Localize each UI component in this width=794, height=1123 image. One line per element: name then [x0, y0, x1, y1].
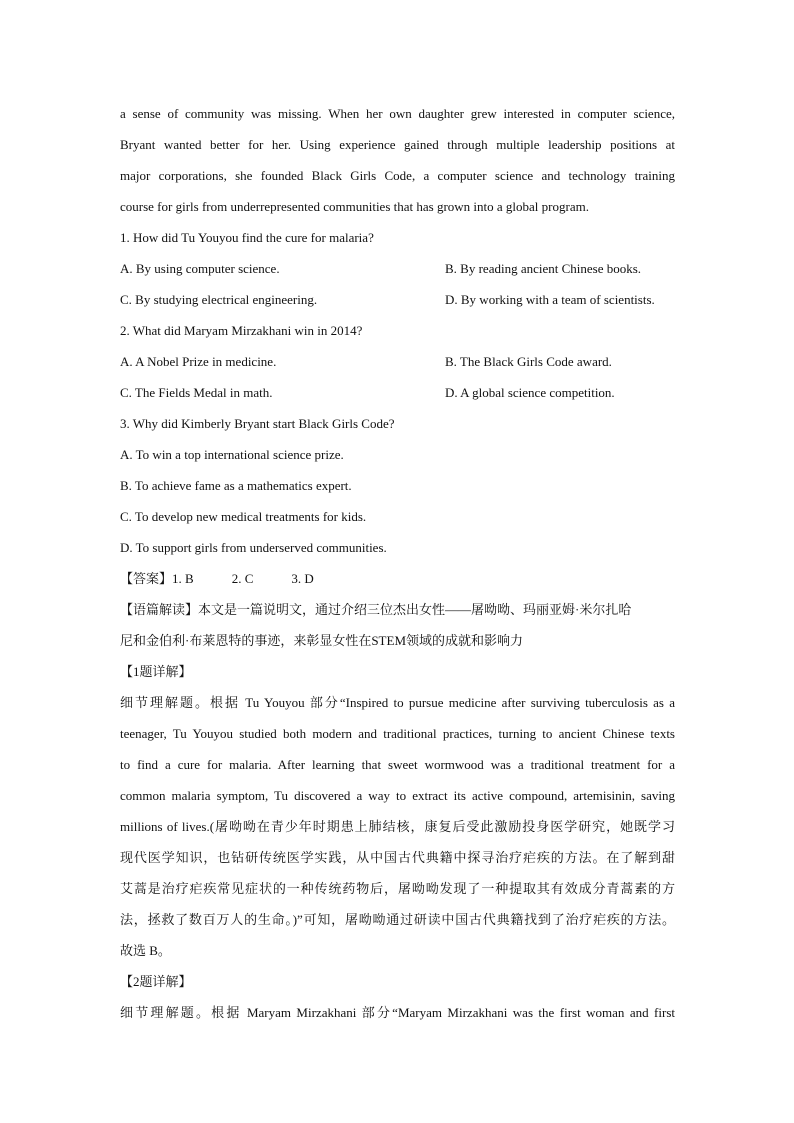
option-row — [120, 287, 675, 318]
option-row — [120, 380, 675, 411]
question-stem: 1. How did Tu Youyou find the cure for malaria? — [120, 230, 374, 245]
detail-line: 法，拯救了数百万人的生命。)”可知，屠呦呦通过研读中国古代典籍找到了治疗疟疾的方法。 — [120, 912, 675, 927]
detail-line: common malaria symptom, Tu discovered a way to extract its active compound, artemisinin, saving — [120, 788, 675, 803]
detail-1 — [120, 659, 675, 969]
option-row — [120, 256, 675, 287]
option-c: C. The Fields Medal in math. — [120, 385, 273, 400]
option-d: D. To support girls from underserved communities. — [120, 540, 387, 555]
answer-line — [120, 566, 675, 597]
question-2 — [120, 318, 675, 411]
detail-line: 细节理解题。根据 Tu Youyou 部分“Inspired to pursue medicine after surviving tuberculosis as a — [120, 695, 675, 710]
passage-line: Bryant wanted better for her. Using experience gained through multiple leadership positions at — [120, 137, 675, 152]
interpretation-line: 尼和金伯利·布莱恩特的事迹，来彰显女性在STEM领域的成就和影响力 — [120, 633, 524, 648]
interpretation-label: 【语篇解读】 — [120, 602, 199, 617]
option-a: A. To win a top international science prize. — [120, 447, 344, 462]
answer-item: 3. D — [291, 571, 314, 586]
passage-tail — [120, 101, 675, 225]
detail-line: 现代医学知识，也钻研传统医学实践，从中国古代典籍中探寻治疗疟疾的方法。在了解到甜 — [120, 850, 675, 865]
option-a: A. By using computer science. — [120, 261, 280, 276]
option-b: B. The Black Girls Code award. — [445, 354, 612, 369]
option-d: D. A global science competition. — [445, 385, 615, 400]
question-1 — [120, 225, 675, 318]
passage-line: major corporations, she founded Black Girls Code, a computer science and technology training — [120, 168, 675, 183]
answer-item: 2. C — [231, 571, 254, 586]
interpretation-line — [120, 597, 675, 628]
answer-label: 【答案】 — [120, 571, 173, 586]
question-stem: 3. Why did Kimberly Bryant start Black Girls Code? — [120, 416, 395, 431]
option-c: C. By studying electrical engineering. — [120, 292, 318, 307]
option-b: B. By reading ancient Chinese books. — [445, 261, 642, 276]
option-d: D. By working with a team of scientists. — [445, 292, 655, 307]
page-content — [120, 101, 675, 1031]
passage-line: a sense of community was missing. When her own daughter grew interested in computer science, — [120, 106, 675, 121]
detail-line: millions of lives.(屠呦呦在青少年时期患上肺结核，康复后受此激励投身医学研究，她既学习 — [120, 819, 675, 834]
detail-line: 艾蒿是治疗疟疾常见症状的一种传统药物后，屠呦呦发现了一种提取其有效成分青蒿素的方 — [120, 881, 675, 896]
section-heading: 【1题详解】 — [120, 664, 192, 679]
detail-line: to find a cure for malaria. After learning that sweet wormwood was a traditional treatment for a — [120, 757, 675, 772]
detail-2 — [120, 969, 675, 1031]
option-c: C. To develop new medical treatments for kids. — [120, 509, 367, 524]
detail-line: 故选 B。 — [120, 943, 171, 958]
passage-line: course for girls from underrepresented communities that has grown into a global program. — [120, 199, 589, 214]
option-a: A. A Nobel Prize in medicine. — [120, 354, 277, 369]
interpretation — [120, 597, 675, 659]
section-heading: 【2题详解】 — [120, 974, 192, 989]
question-3 — [120, 411, 675, 566]
detail-line: teenager, Tu Youyou studied both modern and traditional practices, turning to ancient Chinese texts — [120, 726, 675, 741]
interpretation-text: 本文是一篇说明文，通过介绍三位杰出女性——屠呦呦、玛丽亚姆·米尔扎哈 — [198, 602, 632, 617]
option-b: B. To achieve fame as a mathematics expert. — [120, 478, 352, 493]
option-row — [120, 349, 675, 380]
question-stem: 2. What did Maryam Mirzakhani win in 2014? — [120, 323, 363, 338]
detail-line: 细节理解题。根据 Maryam Mirzakhani 部分“Maryam Mirzakhani was the first woman and first — [120, 1005, 675, 1020]
answer-item: 1. B — [172, 571, 194, 586]
